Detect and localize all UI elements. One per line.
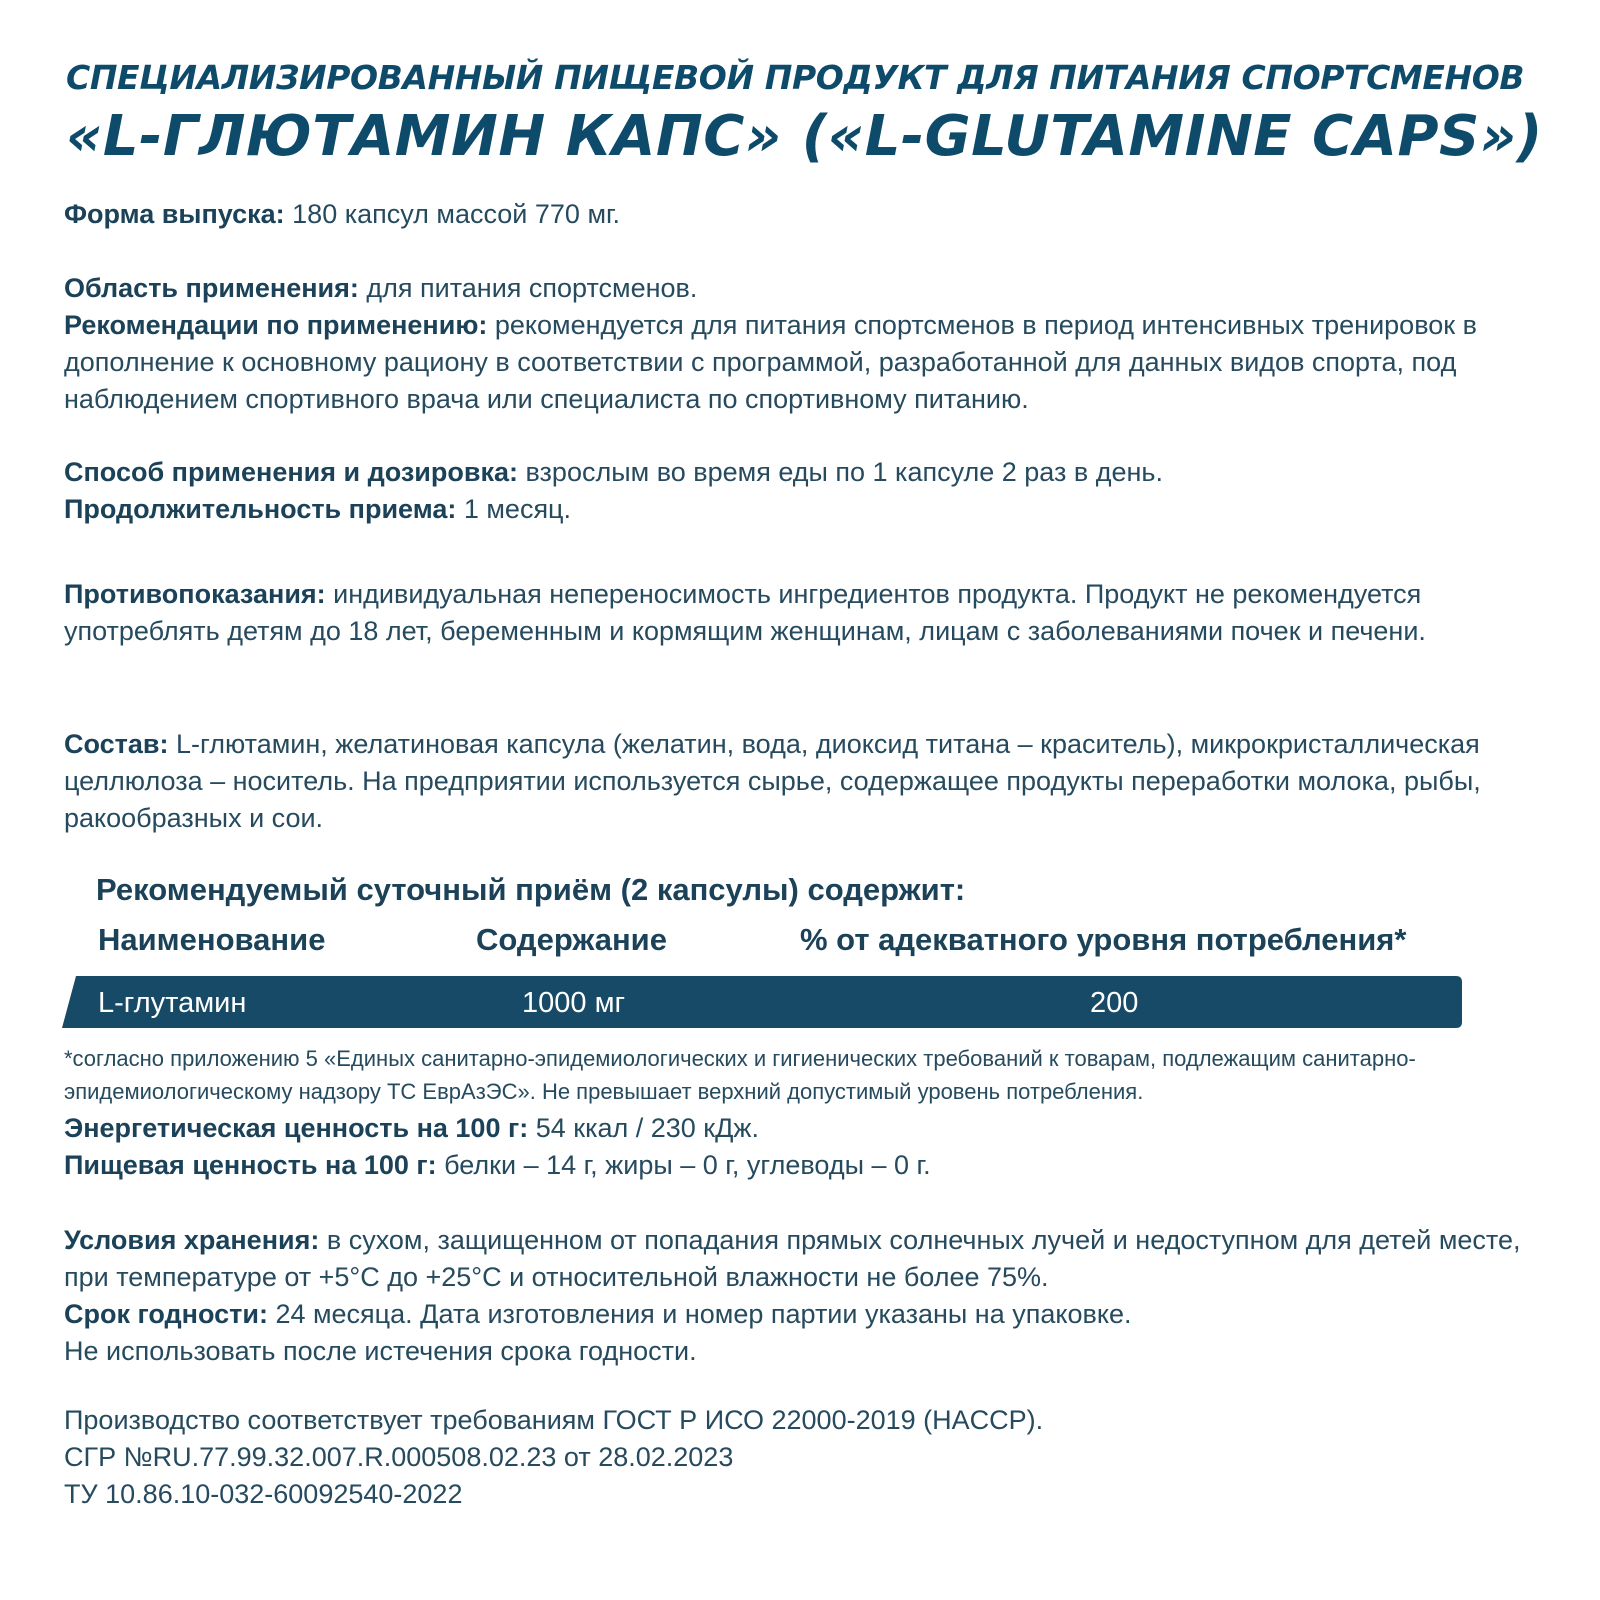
shelf-life-label: Срок годности: (64, 1299, 268, 1329)
table-cell-name: L-глутамин (98, 987, 247, 1019)
recommendations-label: Рекомендации по применению: (64, 310, 488, 340)
form-label: Форма выпуска: (64, 199, 285, 229)
table-header-amount: Содержание (476, 922, 667, 957)
table-footnote: *согласно приложению 5 «Единых санитарно-эпидемиологических и гигиенических требований к товарам, подлежащим санитарно-эпидемиологическому надзору ТС ЕврАзЭС». Не превышает верхний допустимый уровень потребления. (64, 1046, 1416, 1104)
table-row (62, 976, 1462, 1028)
composition-paragraph (64, 726, 1544, 837)
dosage-paragraph (64, 454, 1544, 528)
product-name-heading: «L-ГЛЮТАМИН КАПС» («L-GLUTAMINE CAPS») (66, 104, 1543, 169)
recommendations-value: рекомендуется для питания спортсменов в период интенсивных тренировок в дополнение к основному рациону в соответствии с программой, разработанной для данных видов спорта, под наблюдением спортивного врача или специалиста по спортивному питанию. (64, 310, 1477, 414)
nutritional-value: белки – 14 г, жиры – 0 г, углеводы – 0 г. (436, 1150, 931, 1180)
area-label: Область применения: (64, 273, 359, 303)
storage-label: Условия хранения: (64, 1225, 320, 1255)
certification-line-1: Производство соответствует требованиям ГОСТ Р ИСО 22000-2019 (HACCP). (64, 1405, 1044, 1435)
contraindications-paragraph (64, 576, 1544, 650)
table-cell-percent: 200 (1090, 987, 1139, 1019)
dosage-value: взрослым во время еды по 1 капсуле 2 раз в день. (518, 457, 1163, 487)
certification-line-2: СГР №RU.77.99.32.007.R.000508.02.23 от 28.02.2023 (64, 1442, 734, 1472)
shelf-life-value: 24 месяца. Дата изготовления и номер партии указаны на упаковке. (267, 1299, 1132, 1329)
usage-paragraph (64, 270, 1544, 418)
area-value: для питания спортсменов. (358, 273, 698, 303)
energy-label: Энергетическая ценность на 100 г: (64, 1113, 529, 1143)
product-category-heading: СПЕЦИАЛИЗИРОВАННЫЙ ПИЩЕВОЙ ПРОДУКТ ДЛЯ ПИТАНИЯ СПОРТСМЕНОВ (66, 58, 1525, 97)
certification-paragraph (64, 1402, 1544, 1513)
table-header-name: Наименование (98, 922, 326, 957)
energy-value: 54 ккал / 230 кДж. (528, 1113, 759, 1143)
table-header-percent: % от адекватного уровня потребления* (800, 922, 1407, 957)
contraindications-value: индивидуальная непереносимость ингредиентов продукта. Продукт не рекомендуется употреблять детям до 18 лет, беременным и кормящим женщинам, лицам с заболеваниями почек и печени. (64, 579, 1426, 646)
certification-line-3: ТУ 10.86.10-032-60092540-2022 (64, 1479, 463, 1509)
composition-label: Состав: (64, 729, 169, 759)
form-value: 180 капсул массой 770 мг. (284, 199, 621, 229)
storage-paragraph (64, 1222, 1544, 1370)
energy-paragraph (64, 1110, 1544, 1184)
duration-value: 1 месяц. (456, 494, 572, 524)
storage-value: в сухом, защищенном от попадания прямых солнечных лучей и недоступном для детей месте, при температуре от +5°С до +25°С и относительной влажности не более 75%. (64, 1225, 1521, 1292)
nutritional-label: Пищевая ценность на 100 г: (64, 1150, 437, 1180)
composition-value: L-глютамин, желатиновая капсула (желатин, вода, диоксид титана – краситель), микрокристаллическая целлюлоза – носитель. На предприятии используется сырье, содержащее продукты переработки молока, рыбы, ракообразных и сои. (64, 729, 1481, 833)
table-cell-amount: 1000 мг (522, 987, 626, 1019)
form-paragraph (64, 196, 1544, 233)
dosage-label: Способ применения и дозировка: (64, 457, 519, 487)
duration-label: Продолжительность приема: (64, 494, 457, 524)
table-row-background (62, 976, 1462, 1028)
nutrition-table-title: Рекомендуемый суточный приём (2 капсулы) содержит: (96, 872, 966, 907)
contraindications-label: Противопоказания: (64, 579, 326, 609)
shelf-life-note: Не использовать после истечения срока годности. (64, 1336, 697, 1366)
